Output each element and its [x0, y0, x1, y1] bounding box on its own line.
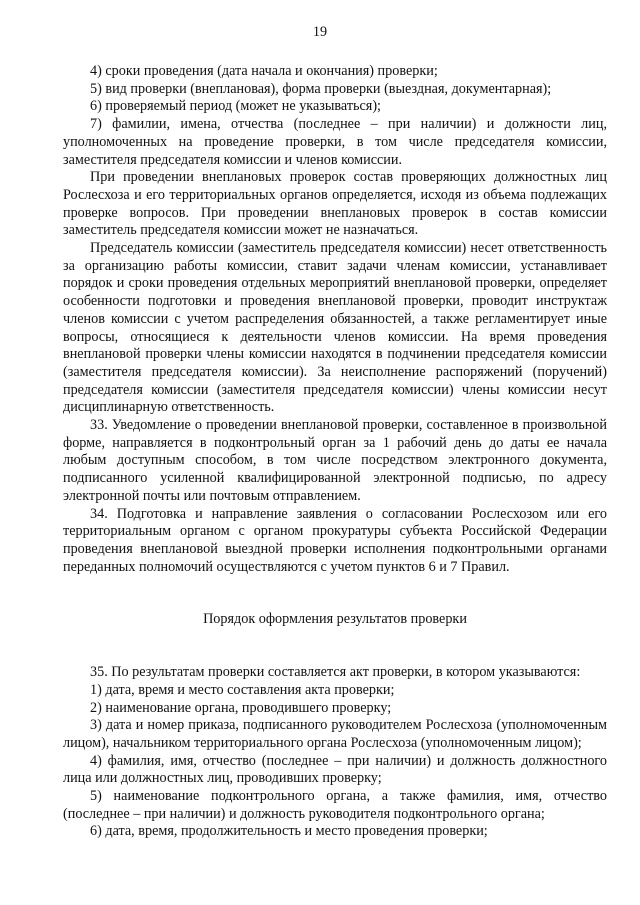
item-4-dates: 4) сроки проведения (дата начала и окончания) проверки; [90, 63, 438, 79]
paragraph-35-act: 35. По результатам проверки составляется акт проверки, в котором указываются: [90, 664, 581, 681]
item-6-period: 6) проверяемый период (может не указываться); [90, 98, 381, 115]
paragraph-33-notification: 33. Уведомление о проведении внеплановой проверки, составленное в произвольной форме, направляется в подконтрольный орган за 1 рабочий день до даты ее начала любым доступным способом, в том числе посредством электронного документа, подписанного усиленной квалифицированной электронной подписью, по адресу электронной почты или почтовым отправлением. [63, 417, 607, 504]
act-item-4: 4) фамилия, имя, отчество (последнее – при наличии) и должность должностного лица или должностных лиц, проводивших проверку; [63, 752, 607, 787]
paragraph-chairman-duties: Председатель комиссии (заместитель председателя комиссии) несет ответственность за организацию работы комиссии, ставит задачи членам комиссии, устанавливает порядок и сроки проведения отдельных мероприятий внеплановой проверки, определяет особенности подготовки и проведения внеплановой проверки, проводит инструктаж членов комиссии с учетом распределения обязанностей, а также регламентирует иные вопросы, относящиеся к деятельности членов комиссии. На время проведения внеплановой проверки члены комиссии находятся в подчинении председателя комиссии (заместителя председателя комиссии). За неисполнение распоряжений (поручений) председателя комиссии (заместителя председателя комиссии) члены комиссии несут дисциплинарную ответственность. [63, 240, 607, 416]
act-item-5: 5) наименование подконтрольного органа, а также фамилия, имя, отчество (последнее – при наличии) и должность руководителя подконтрольного органа; [63, 788, 607, 822]
item-5-type-form: 5) вид проверки (внеплановая), форма проверки (выездная, документарная); [90, 80, 552, 97]
section-heading: Порядок оформления результатов проверки [203, 611, 467, 628]
act-item-3: 3) дата и номер приказа, подписанного руководителем Рослесхоза (уполномоченным лицом), начальником территориального органа Рослесхоза (уполномоченным лицом); [63, 717, 607, 751]
paragraph-34-application: 34. Подготовка и направление заявления о согласовании Рослесхозом или его территориальным органом с органом прокуратуры субъекта Российской Федерации проведения внеплановой выездной проверки исполнения подконтрольными органами переданных полномочий осуществляются с учетом пунктов 6 и 7 Правил. [63, 505, 607, 575]
act-item-6: 6) дата, время, продолжительность и место проведения проверки; [90, 823, 488, 840]
paragraph-commission-composition: При проведении внеплановых проверок состав проверяющих должностных лиц Рослесхоза и его территориальных органов определяется, исходя из объема подлежащих проверке вопросов. При проведении внеплановых проверок в состав комиссии заместитель председателя комиссии может не назначаться. [63, 169, 607, 239]
page-number: 19 [312, 24, 328, 40]
act-item-1: 1) дата, время и место составления акта проверки; [90, 681, 395, 698]
document-body [63, 63, 607, 841]
item-7-persons: 7) фамилии, имена, отчества (последнее – при наличии) и должности лиц, уполномоченных на проведение проверки, в том числе председателя комиссии, заместителя председателя комиссии и членов комиссии. [63, 116, 607, 168]
act-item-2: 2) наименование органа, проводившего проверку; [90, 699, 392, 716]
